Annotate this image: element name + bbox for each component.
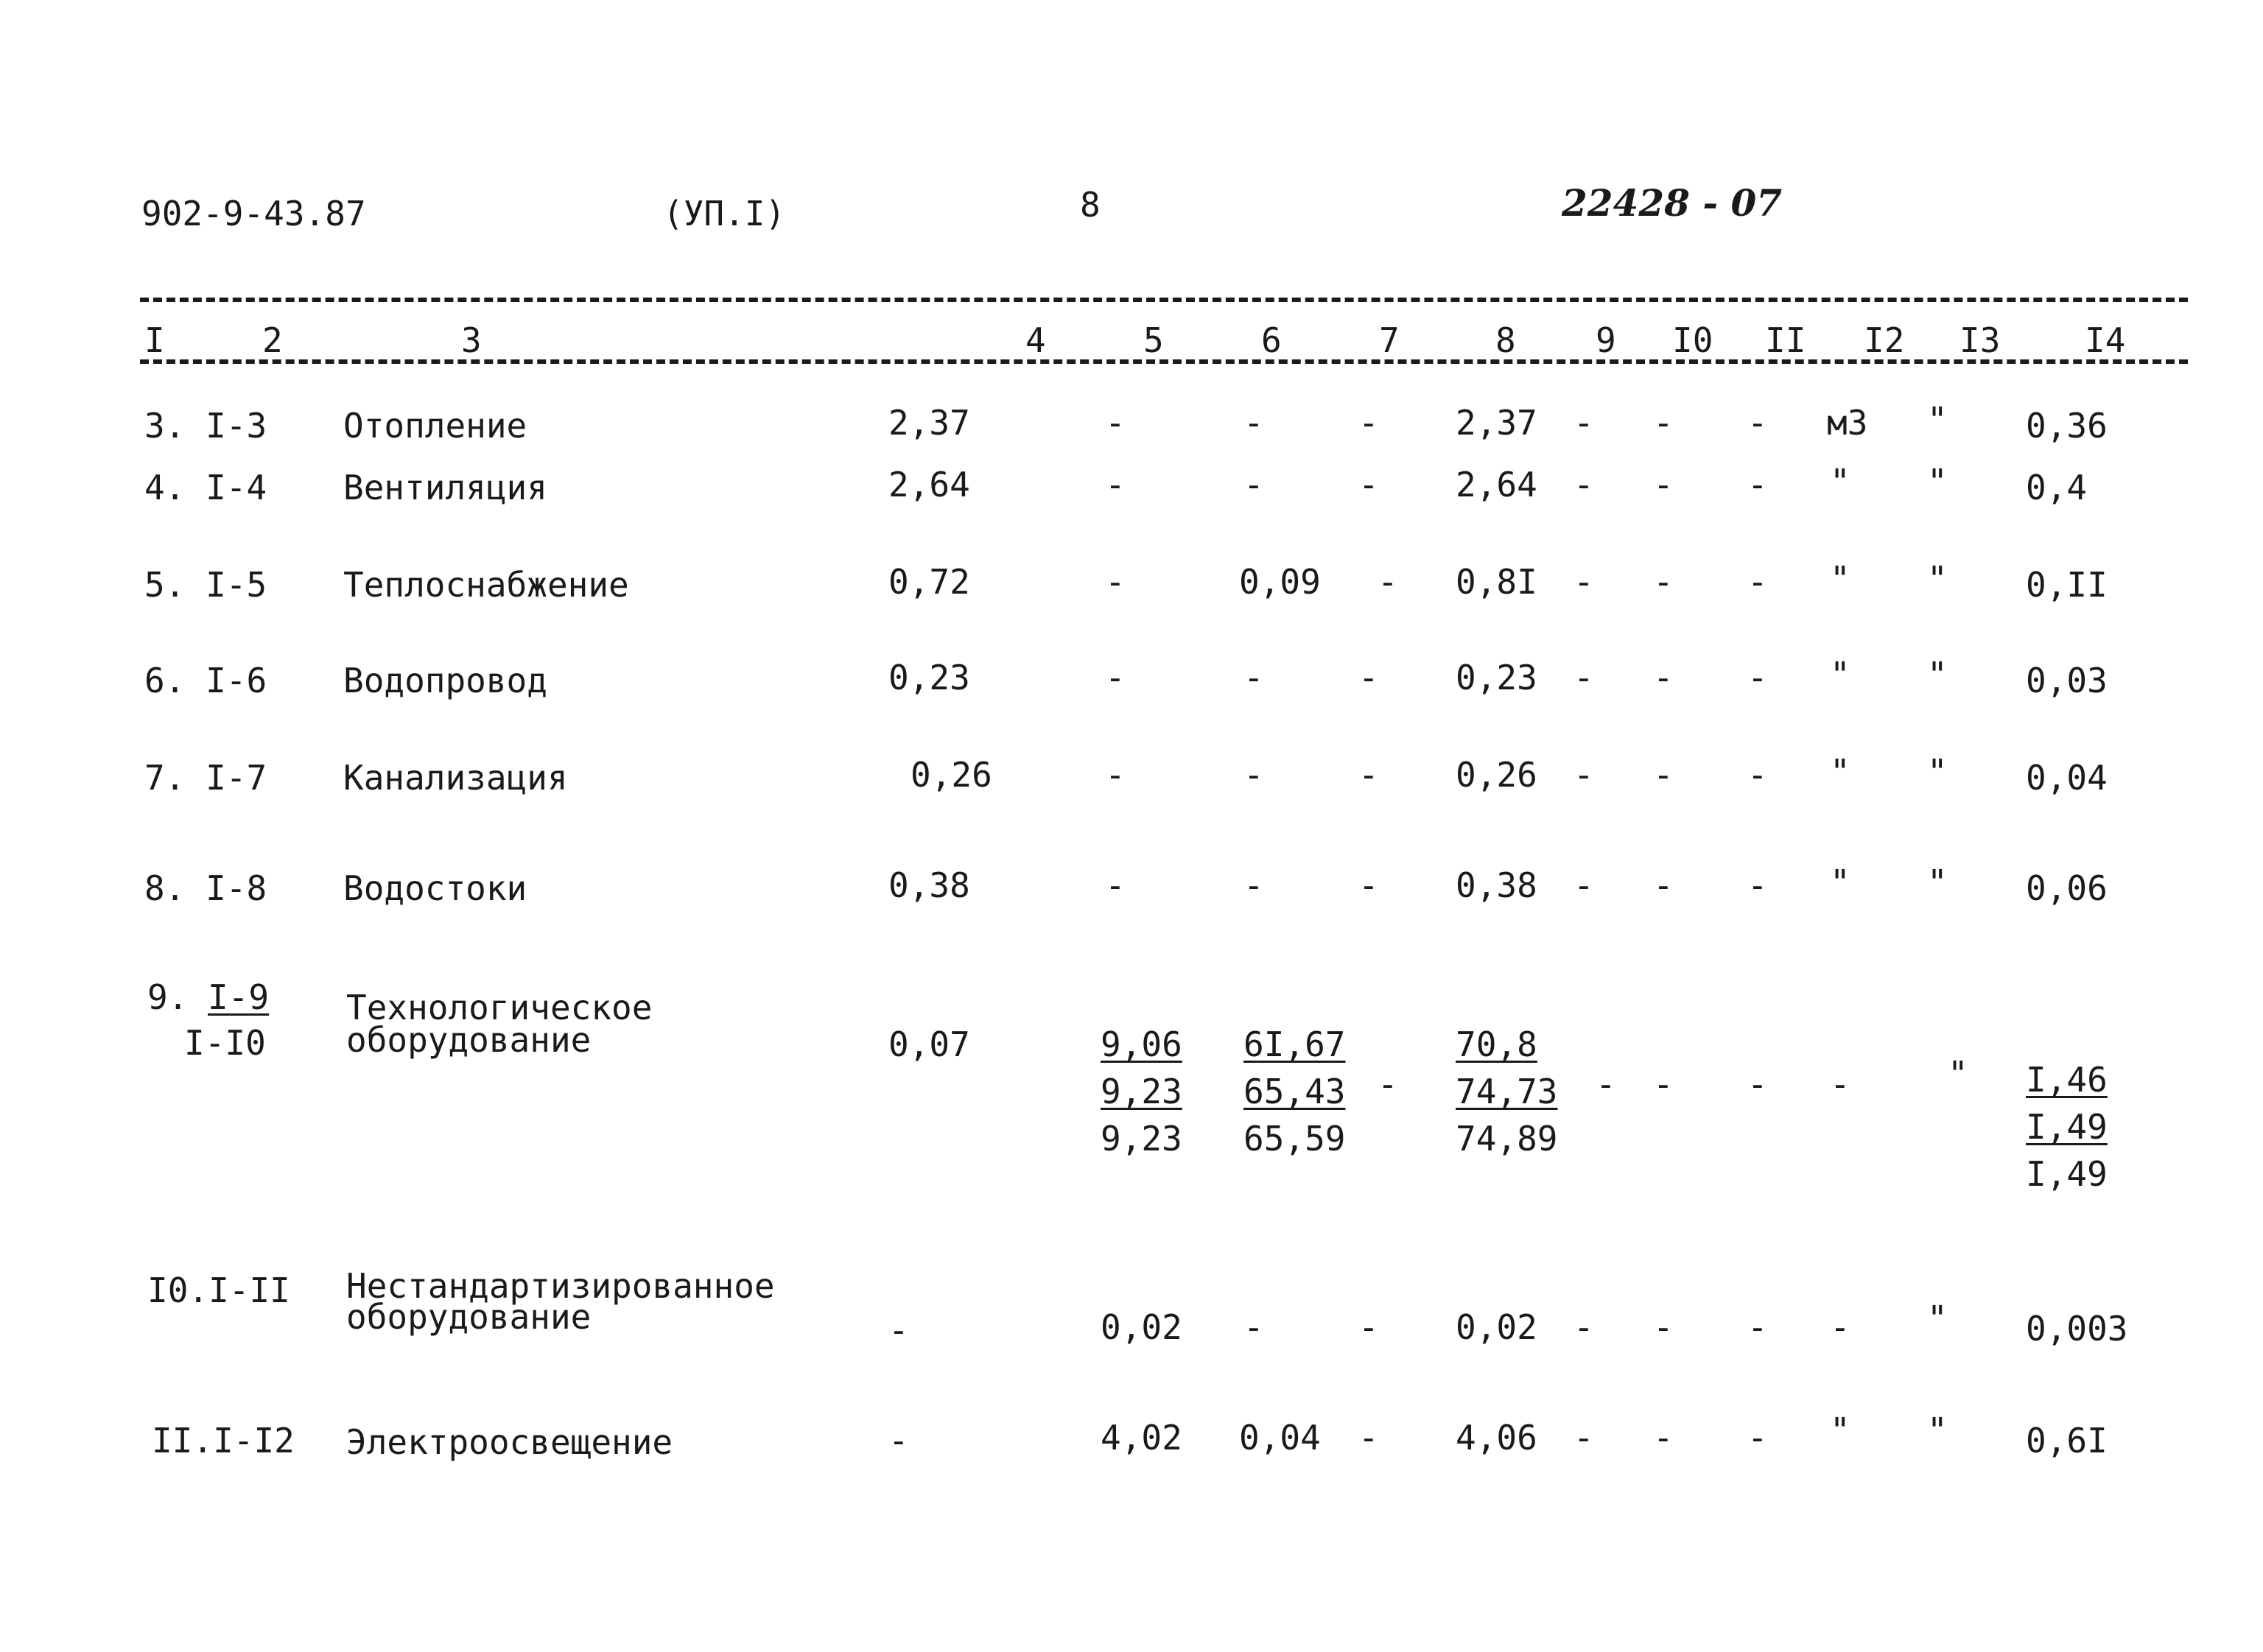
- cell-col10: -: [1653, 755, 1674, 795]
- cell-col14: 0,II: [2026, 565, 2108, 605]
- cell-col8-line3: 74,89: [1456, 1119, 1558, 1159]
- cell-col6-line3: 65,59: [1243, 1119, 1346, 1159]
- row-code-top: I-9: [208, 977, 270, 1017]
- col-num-13: I3: [1959, 320, 2001, 360]
- cell-col6-line2: 65,43: [1243, 1072, 1346, 1111]
- cell-col8: 0,8I: [1456, 562, 1537, 602]
- row-number: 5. I-5: [144, 565, 267, 605]
- cell-col13: ": [1927, 655, 1948, 695]
- cell-col5: -: [1105, 403, 1126, 443]
- cell-col14-line1: I,46: [2026, 1060, 2108, 1100]
- col-num-9: 9: [1596, 320, 1616, 360]
- cell-col14-line3: I,49: [2026, 1154, 2108, 1194]
- cell-col10: -: [1653, 865, 1674, 905]
- col-num-5: 5: [1143, 320, 1164, 360]
- cell-col6-line1: 6I,67: [1243, 1024, 1346, 1064]
- col-num-10: I0: [1672, 320, 1713, 360]
- cell-col11: -: [1747, 1307, 1768, 1347]
- cell-col5: -: [1105, 562, 1126, 602]
- cell-col8-line2: 74,73: [1456, 1072, 1558, 1111]
- col-num-2: 2: [262, 320, 283, 360]
- cell-col4: 2,37: [888, 403, 970, 443]
- col-num-8: 8: [1495, 320, 1516, 360]
- cell-col13: ": [1948, 1054, 1968, 1094]
- cell-col14: 0,003: [2026, 1309, 2128, 1349]
- cell-col14: 0,4: [2026, 468, 2088, 507]
- cell-col7: -: [1378, 562, 1398, 602]
- row-name: Электроосвещение: [346, 1422, 673, 1462]
- cell-col11: -: [1747, 658, 1768, 697]
- cell-col7: -: [1358, 465, 1379, 505]
- cell-col5-line1: 9,06: [1101, 1024, 1182, 1064]
- handwritten-number: 22428 - 07: [1562, 181, 1783, 225]
- row-number: 3. I-3: [144, 406, 267, 446]
- cell-col8-line1: 70,8: [1456, 1024, 1537, 1064]
- cell-col8: 0,02: [1456, 1307, 1537, 1347]
- cell-col5: -: [1105, 865, 1126, 905]
- col-num-12: I2: [1864, 320, 1905, 360]
- cell-col6: -: [1243, 755, 1264, 795]
- row-number: 4. I-4: [144, 468, 267, 507]
- cell-col13: ": [1927, 1298, 1948, 1338]
- cell-col9: -: [1573, 562, 1594, 602]
- cell-col6: -: [1243, 865, 1264, 905]
- cell-col6: 0,09: [1239, 562, 1321, 602]
- col-num-6: 6: [1261, 320, 1282, 360]
- row-name: Вентиляция: [343, 468, 547, 507]
- col-num-14: I4: [2085, 320, 2126, 360]
- cell-col10: -: [1653, 403, 1674, 443]
- cell-col12: ": [1830, 862, 1850, 902]
- section-label: (УП.I): [663, 194, 786, 233]
- cell-col8: 0,38: [1456, 865, 1537, 905]
- cell-col13: ": [1927, 752, 1948, 792]
- cell-col11: -: [1747, 403, 1768, 443]
- row-name-line1: Технологическое: [346, 988, 653, 1027]
- row-number: 9.: [147, 977, 189, 1017]
- cell-col12: ": [1830, 462, 1850, 502]
- cell-col12: м3: [1827, 403, 1868, 443]
- cell-col14: 0,06: [2026, 868, 2108, 908]
- cell-col13: ": [1927, 400, 1948, 440]
- cell-col7: -: [1378, 1064, 1398, 1104]
- cell-col5: -: [1105, 755, 1126, 795]
- cell-col4: 0,38: [888, 865, 970, 905]
- cell-col6: -: [1243, 658, 1264, 697]
- cell-col4: -: [888, 1421, 909, 1461]
- cell-col4: 0,07: [888, 1024, 970, 1064]
- row-number: 8. I-8: [144, 868, 267, 908]
- cell-col4: 0,23: [888, 658, 970, 697]
- cell-col10: -: [1653, 562, 1674, 602]
- cell-col5: -: [1105, 658, 1126, 697]
- cell-col10: -: [1653, 1418, 1674, 1458]
- col-num-7: 7: [1379, 320, 1400, 360]
- cell-col5: 4,02: [1101, 1418, 1182, 1458]
- cell-col9: -: [1573, 755, 1594, 795]
- col-num-4: 4: [1025, 320, 1046, 360]
- cell-col12: ": [1830, 1410, 1850, 1450]
- cell-col9: -: [1573, 403, 1594, 443]
- row-name: Водопровод: [343, 661, 547, 700]
- cell-col13: ": [1927, 862, 1948, 902]
- cell-col9: -: [1596, 1064, 1616, 1104]
- cell-col12: ": [1830, 655, 1850, 695]
- cell-col11: -: [1747, 755, 1768, 795]
- cell-col5-line2: 9,23: [1101, 1072, 1182, 1111]
- cell-col8: 4,06: [1456, 1418, 1537, 1458]
- cell-col7: -: [1358, 1418, 1379, 1458]
- cell-col8: 2,64: [1456, 465, 1537, 505]
- row-name: Отопление: [343, 406, 527, 446]
- row-number: II.I-I2: [152, 1421, 295, 1461]
- row-name-line2: оборудование: [346, 1297, 592, 1337]
- cell-col13: ": [1927, 559, 1948, 599]
- row-name: Канализация: [343, 758, 568, 798]
- cell-col7: -: [1358, 755, 1379, 795]
- row-name-line2: оборудование: [346, 1020, 592, 1060]
- cell-col12: -: [1830, 1307, 1850, 1347]
- cell-col7: -: [1358, 865, 1379, 905]
- cell-col11: -: [1747, 562, 1768, 602]
- cell-col9: -: [1573, 1418, 1594, 1458]
- row-name: Теплоснабжение: [343, 565, 629, 605]
- doc-code: 902-9-43.87: [141, 194, 366, 233]
- cell-col8: 2,37: [1456, 403, 1537, 443]
- row-name-line1: Нестандартизированное: [346, 1266, 775, 1306]
- col-num-3: 3: [461, 320, 482, 360]
- cell-col6: 0,04: [1239, 1418, 1321, 1458]
- cell-col4: 0,72: [888, 562, 970, 602]
- cell-col5: 0,02: [1101, 1307, 1182, 1347]
- cell-col14: 0,36: [2026, 406, 2108, 446]
- cell-col8: 0,26: [1456, 755, 1537, 795]
- cell-col11: -: [1747, 465, 1768, 505]
- cell-col11: -: [1747, 865, 1768, 905]
- cell-col7: -: [1358, 403, 1379, 443]
- row-code-bottom: I-I0: [184, 1023, 266, 1063]
- cell-col7: -: [1358, 1307, 1379, 1347]
- cell-col4: -: [888, 1310, 909, 1350]
- cell-col12: ": [1830, 752, 1850, 792]
- cell-col9: -: [1573, 465, 1594, 505]
- cell-col11: -: [1747, 1418, 1768, 1458]
- page-number: 8: [1080, 185, 1101, 225]
- row-number: 6. I-6: [144, 661, 267, 700]
- cell-col11: -: [1747, 1064, 1768, 1104]
- cell-col14: 0,6I: [2026, 1421, 2108, 1461]
- row-number: 7. I-7: [144, 758, 267, 798]
- col-num-1: I: [144, 320, 165, 360]
- top-dashed-rule: [140, 298, 2188, 302]
- col-num-11: II: [1765, 320, 1806, 360]
- cell-col12: ": [1830, 559, 1850, 599]
- cell-col6: -: [1243, 403, 1264, 443]
- row-name: Водостоки: [343, 868, 527, 908]
- cell-col10: -: [1653, 1064, 1674, 1104]
- cell-col12: -: [1830, 1064, 1850, 1104]
- cell-col5: -: [1105, 465, 1126, 505]
- cell-col9: -: [1573, 658, 1594, 697]
- cell-col6: -: [1243, 465, 1264, 505]
- cell-col6: -: [1243, 1307, 1264, 1347]
- cell-col5-line3: 9,23: [1101, 1119, 1182, 1159]
- cell-col8: 0,23: [1456, 658, 1537, 697]
- cell-col14: 0,03: [2026, 661, 2108, 700]
- cell-col9: -: [1573, 1307, 1594, 1347]
- row-number: I0.I-II: [147, 1270, 290, 1310]
- cell-col7: -: [1358, 658, 1379, 697]
- cell-col13: ": [1927, 1410, 1948, 1450]
- cell-col10: -: [1653, 1307, 1674, 1347]
- cell-col10: -: [1653, 465, 1674, 505]
- cell-col14: 0,04: [2026, 758, 2108, 798]
- cell-col13: ": [1927, 462, 1948, 502]
- cell-col10: -: [1653, 658, 1674, 697]
- cell-col14-line2: I,49: [2026, 1107, 2108, 1147]
- cell-col4: 0,26: [911, 755, 992, 795]
- cell-col4: 2,64: [888, 465, 970, 505]
- cell-col9: -: [1573, 865, 1594, 905]
